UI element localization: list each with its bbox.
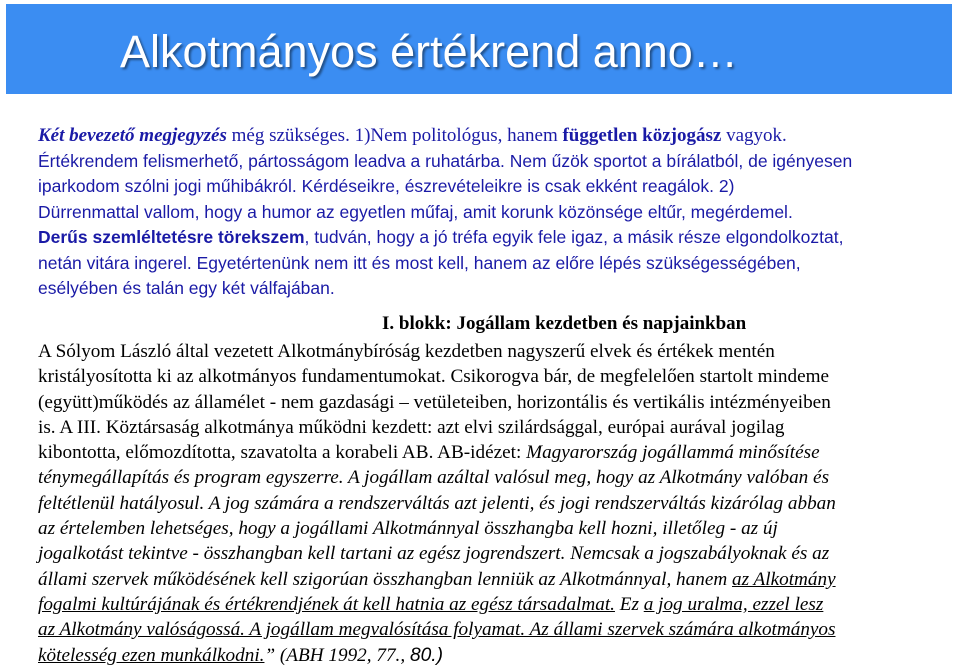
quote-line: jogalkotást tekintve - összhangban kell tartani az egész jogrendszert. Nemcsak a jogszabályoknak és az — [38, 543, 830, 565]
intro-bold: független közjogász — [562, 125, 722, 146]
intro-text: vagyok. — [721, 125, 787, 146]
quote-text: Ez — [614, 593, 644, 615]
slide-title: Alkotmányos értékrend anno… — [120, 26, 738, 77]
quote-underlined: fogalmi kultúrájának és értékrendjének át kell hatnia az egész társadalmat. — [38, 593, 615, 615]
intro-line: Dürrenmattal vallom, hogy a humor az egyetlen műfaj, amit korunk közönsége eltűr, megérdemel. — [38, 201, 793, 222]
citation-page: 80.) — [409, 644, 444, 666]
body-line: is. A III. Köztársaság alkotmánya működni kezdett: azt elvi szilárdsággal, európai aurával jogilag — [38, 416, 785, 438]
quote-text: Magyarország jogállammá minősítése — [526, 442, 820, 464]
intro-line: netán vitára ingerel. Egyetértenünk nem itt és most kell, hanem az előre lépés szükségességében, — [38, 252, 801, 273]
intro-paragraph — [38, 123, 920, 302]
intro-text: még szükséges. 1)Nem politológus, hanem — [226, 125, 563, 146]
quote-line: ténymegállapítás és program egyszerre. A jogállam azáltal valósul meg, hogy az Alkotmány valóban és — [38, 467, 830, 489]
quote-line: az értelemben lehetséges, hogy a jogállami Alkotmánnyal összhangba kell hozni, illetőleg - az új — [38, 518, 778, 540]
intro-bold: Derűs szemléltetésre törekszem — [38, 227, 305, 247]
quote-text: állami szervek működésének kell szigorúan összhangban lenniük az Alkotmánnyal, hanem — [38, 568, 733, 590]
block-heading: I. blokk: Jogállam kezdetben és napjainkban — [382, 313, 747, 334]
body-line: (együtt)működés az államélet - nem gazdasági – vetületeiben, horizontális és vertikális intézményeiben — [38, 391, 831, 413]
body-text: kibontotta, előmozdította, szavatolta a korabeli AB. AB-idézet: — [38, 442, 527, 464]
intro-line: esélyében és talán egy két válfajában. — [38, 278, 335, 298]
quote-underlined: kötelesség ezen munkálkodni. — [38, 644, 265, 666]
quote-line: feltétlenül hatályosul. A jog számára a rendszerváltás azt jelenti, és jogi rendszerváltás kizárólag abban — [38, 492, 836, 514]
intro-line: Értékrendem felismerhető, pártosságom leadva a ruhatárba. Nem űzök sportot a bírálatból, de igényesen — [38, 150, 853, 171]
body-paragraph — [38, 339, 920, 668]
citation: ” (ABH 1992, 77., — [264, 644, 410, 666]
quote-underlined: az Alkotmány valóságossá. A jogállam megvalósítása folyamat. Az állami szervek számára alkotmányos — [38, 619, 836, 641]
intro-text: , tudván, hogy a jó tréfa egyik fele igaz, a másik része elgondolkoztat, — [304, 227, 844, 247]
quote-underlined: az Alkotmány — [732, 568, 836, 590]
body-line: A Sólyom László által vezetett Alkotmánybíróság kezdetben nagyszerű elvek és értékek mentén — [38, 341, 775, 362]
intro-line: iparkodom szólni jogi műhibákról. Kérdéseikre, észrevételeikre is csak ekként reagálok. 2) — [38, 176, 735, 196]
intro-emphasis: Két bevezető megjegyzés — [38, 125, 227, 146]
body-line: kristályosította ki az alkotmányos fundamentumokat. Csikorogva bár, de megfelelően startolt mindeme — [38, 366, 830, 388]
quote-underlined: a jog uralma, ezzel lesz — [643, 593, 824, 615]
title-bar — [6, 4, 952, 94]
